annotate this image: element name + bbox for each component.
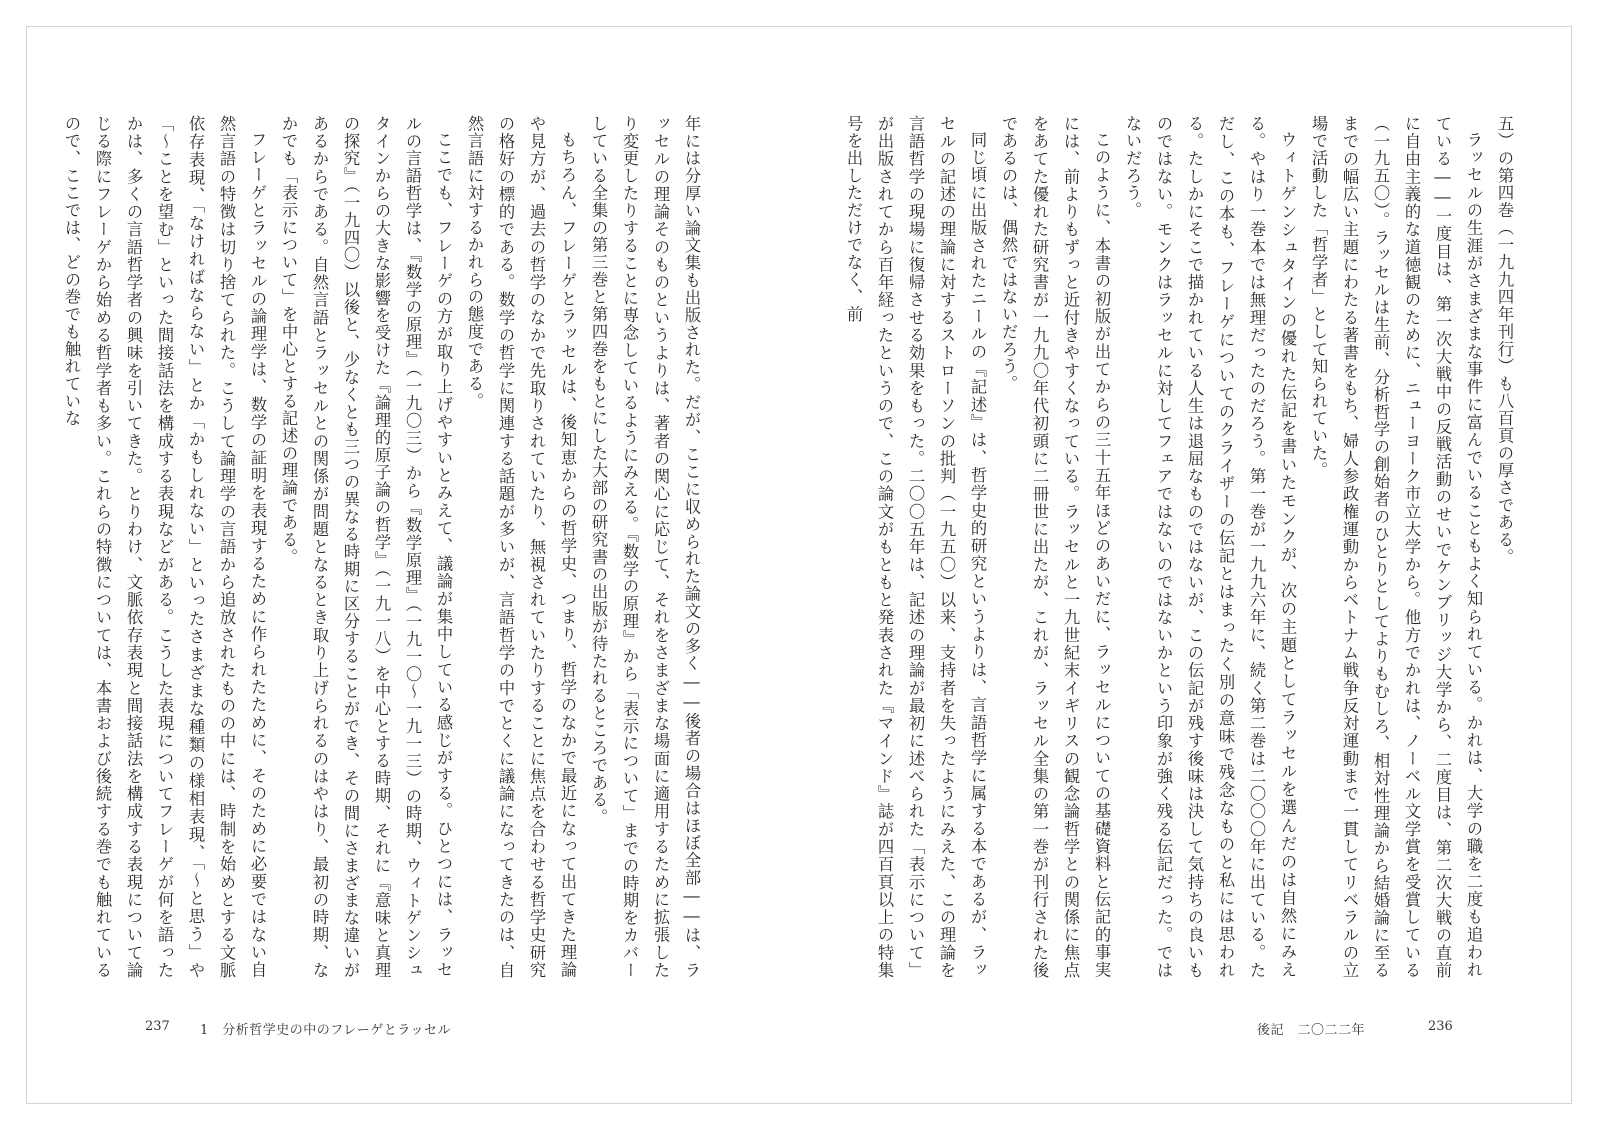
paragraph: このように、本書の初版が出てからの三十五年ほどのあいだに、ラッセルについての基礎資料と伝記的事実には、前よりもずっと近付きやすくなっている。ラッセルと一九世紀末イギリスの観念論哲学との関係に焦点をあてた優れた研究書が一九九〇年代初頭に二冊世に出たが、これが、ラッセル全集の第一巻が刊行された後であるのは、偶然ではないだろう。 — [999, 115, 1111, 979]
paragraph: もちろん、フレーゲとラッセルは、後知恵からの哲学史、つまり、哲学のなかで最近になって出てきた理論や見方が、過去の哲学のなかで先取りされていたり、無視されていたりすることに焦点を合わせる哲学史研究の格好の標的である。数学の哲学に関連する話題が多いが、言語哲学の中でとくに議論になってきたのは、自然言語に対するかれらの態度である。 — [465, 115, 577, 979]
running-head: 後記 二〇二二年 — [1257, 1023, 1366, 1038]
right-page — [800, 27, 1573, 1103]
page-number: 236 — [1428, 1019, 1453, 1034]
paragraph: ウィトゲンシュタインの優れた伝記を書いたモンクが、次の主題としてラッセルを選んだのは自然にみえる。やはり一巻本では無理だったのだろう。第一巻が一九九六年に、続く第二巻は二〇〇〇年に出ている。ただし、この本も、フレーゲについてのクライザーの伝記とはまったく別の意味で残念なものと私には思われる。たしかにそこで描かれている人生は退屈なものではないが、この伝記が残す後味は決して気持ちの良いものではない。モンクはラッセルに対してフェアではないのではないかという印象が強く残る伝記だった。ではないだろう。 — [1123, 115, 1297, 979]
left-page — [27, 27, 800, 1103]
body-text — [844, 115, 1520, 979]
running-head: 1 分析哲学史の中のフレーゲとラッセル — [200, 1023, 451, 1038]
page-number: 237 — [145, 1019, 170, 1034]
paragraph: 五）の第四巻（一九九四年刊行）も八百頁の厚さである。 — [1495, 115, 1514, 566]
paragraph: ここでも、フレーゲの方が取り上げやすいとみえて、議論が集中している感じがする。ひとつには、ラッセルの言語哲学は、『数学の原理』（一九〇三）から『数学原理』（一九一〇～一九一三）の時期、ウィトゲンシュタインからの大きな影響を受けた『論理的原子論の哲学』（一九一八）を中心とする時期、それに『意味と真理の探究』（一九四〇）以後と、少なくとも三つの異なる時期に区分することができ、その間にさまざまな違いがあるからである。自然言語とラッセルとの関係が問題となるとき取り上げられるのはやはり、最初の時期、なかでも「表示について」を中心とする記述の理論である。 — [279, 115, 453, 979]
paragraph: フレーゲとラッセルの論理学は、数学の証明を表現するために作られたために、そのために必要ではない自然言語の特徴は切り捨てられた。こうして論理学の言語から追放されたものの中には、時制を始めとする文脈依存表現、「なければならない」とか「かもしれない」といったさまざまな種類の様相表現、「〜と思う」や「〜ことを望む」といった間接話法を構成する表現などがある。こうした表現についてフレーゲが何を語ったかは、多くの言語哲学者の興味を引いてきた。とりわけ、文脈依存表現と間接話法を構成する表現について論じる際にフレーゲから始める哲学者も多い。これらの特徴については、本書および後続する巻でも触れているので、ここでは、どの巻でも触れていな — [62, 115, 267, 979]
paragraph: 年には分厚い論文集も出版された。だが、ここに収められた論文の多く――後者の場合はほぼ全部――は、ラッセルの理論そのものというよりは、著者の関心に応じて、それをさまざまな場面に適用するために拡張したり変更したりすることに専念しているようにみえる。『数学の原理』から「表示について」までの時期をカバーしている全集の第三巻と第四巻をもとにした大部の研究書の出版が待たれるところである。 — [589, 115, 701, 979]
body-text — [62, 115, 707, 979]
paragraph: 同じ頃に出版されたニールの『記述』は、哲学史的研究というよりは、言語哲学に属する本であるが、ラッセルの記述の理論に対するストローソンの批判（一九五〇）以来、支持者を失ったようにみえた、この理論を言語哲学の現場に復帰させる効果をもった。二〇〇五年は、記述の理論が最初に述べられた「表示について」が出版されてから百年経ったというので、この論文がもともと発表された『マインド』誌が四百頁以上の特集号を出しただけでなく、前 — [844, 115, 987, 979]
paragraph: ラッセルの生涯がさまざまな事件に富んでいることもよく知られている。かれは、大学の職を二度も追われている――一度目は、第一次大戦中の反戦活動のせいでケンブリッジ大学から、二度目は、第二次大戦の直前に自由主義的な道徳観のために、ニューヨーク市立大学から。他方でかれは、ノーベル文学賞を受賞している（一九五〇）。ラッセルは生前、分析哲学の創始者のひとりとしてよりもむしろ、相対性理論から結婚論に至るまでの幅広い主題にわたる著書をもち、婦人参政権運動からベトナム戦争反対運動まで一貫してリベラルの立場で活動した「哲学者」として知られていた。 — [1309, 115, 1483, 979]
book-spread — [26, 26, 1572, 1104]
